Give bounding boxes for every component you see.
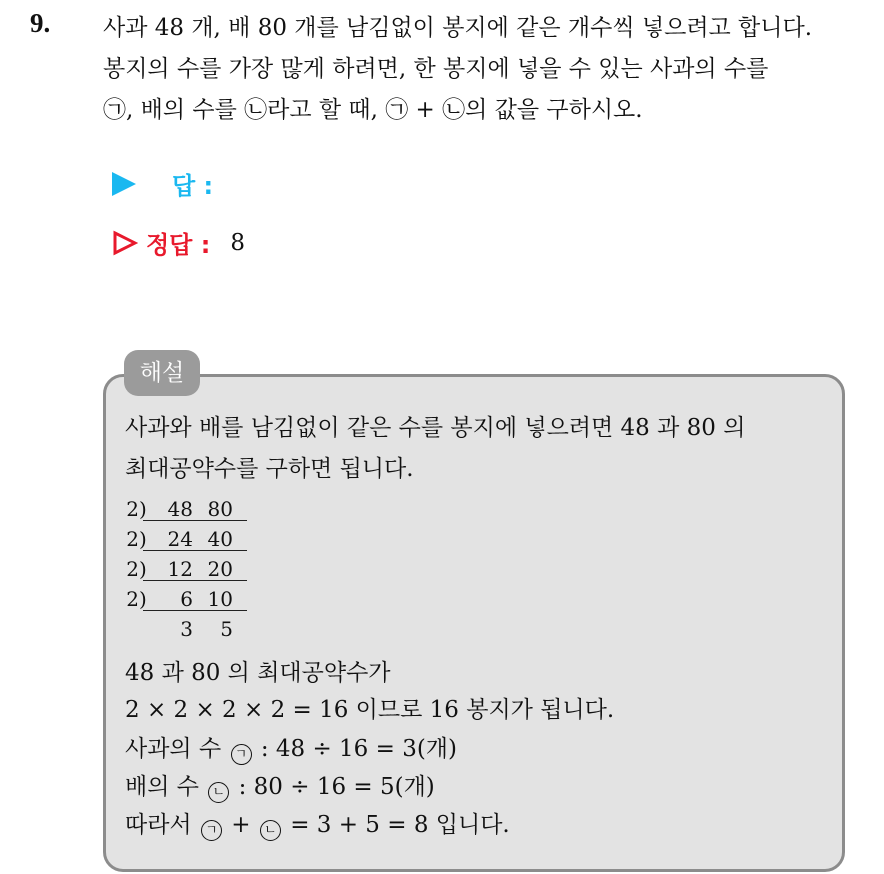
circled-giyeok-symbol: ㄱ xyxy=(201,820,222,841)
pear-calc: : 80 ÷ 16 = 5(개) xyxy=(238,774,435,800)
question-text xyxy=(103,8,873,131)
play-icon xyxy=(112,172,136,196)
final-calc: = 3 + 5 = 8 입니다. xyxy=(290,812,510,838)
division-divisor: 2 xyxy=(126,497,139,521)
solution-pear-line xyxy=(125,768,435,803)
solution-calc-line: 2 × 2 × 2 × 2 = 16 이므로 16 봉지가 됩니다. xyxy=(125,697,615,723)
quotient-a: 3 xyxy=(180,617,193,641)
correct-answer-value: 8 xyxy=(230,229,245,256)
answer-blank-row xyxy=(112,166,213,201)
division-divisor: 2 xyxy=(126,557,139,581)
solution-final-line: 따라서 ㄱ + ㄴ = 3 + 5 = 8 입니다. xyxy=(125,806,510,841)
solution-intro-line-2: 최대공약수를 구하면 됩니다. xyxy=(125,456,414,482)
correct-answer-label: 정답 : xyxy=(146,231,211,259)
division-value-a: 6 xyxy=(180,587,193,611)
division-value-b: 80 xyxy=(207,497,233,521)
solution-intro-line-1: 사과와 배를 남김없이 같은 수를 봉지에 넣으려면 48 과 80 의 xyxy=(125,415,746,441)
solution-tag: 해설 xyxy=(124,350,200,396)
division-divisor: 2 xyxy=(126,527,139,551)
apple-prefix: 사과의 수 xyxy=(125,736,222,762)
circled-nieun-symbol: ㄴ xyxy=(208,782,229,803)
final-prefix: 따라서 xyxy=(125,812,192,838)
answer-label: 답 : xyxy=(172,172,214,200)
apple-calc: : 48 ÷ 16 = 3(개) xyxy=(260,736,457,762)
outline-play-icon xyxy=(112,230,138,256)
division-divisor: 2 xyxy=(126,587,139,611)
correct-answer-row xyxy=(112,225,245,260)
solution-gcd-line: 48 과 80 의 최대공약수가 xyxy=(125,660,391,686)
question-line-3: ㉠, 배의 수를 ㉡라고 할 때, ㉠ + ㉡의 값을 구하시오. xyxy=(103,97,643,123)
division-line xyxy=(143,580,247,581)
division-value-a: 24 xyxy=(167,527,193,551)
question-number: 9. xyxy=(30,8,51,38)
division-line xyxy=(143,550,247,551)
division-value-b: 20 xyxy=(207,557,233,581)
division-value-b: 40 xyxy=(207,527,233,551)
solution-apple-line xyxy=(125,730,457,765)
circled-giyeok-symbol: ㄱ xyxy=(231,744,252,765)
pear-prefix: 배의 수 xyxy=(125,774,199,800)
division-line xyxy=(143,610,247,611)
quotient-b: 5 xyxy=(220,617,233,641)
question-line-2: 봉지의 수를 가장 많게 하려면, 한 봉지에 넣을 수 있는 사과의 수를 xyxy=(103,56,769,82)
division-value-a: 12 xyxy=(167,557,193,581)
division-line xyxy=(143,520,247,521)
division-value-a: 48 xyxy=(167,497,193,521)
circled-nieun-symbol: ㄴ xyxy=(260,820,281,841)
question-line-1: 사과 48 개, 배 80 개를 남김없이 봉지에 같은 개수씩 넣으려고 합니다. xyxy=(103,15,813,41)
division-value-b: 10 xyxy=(207,587,233,611)
